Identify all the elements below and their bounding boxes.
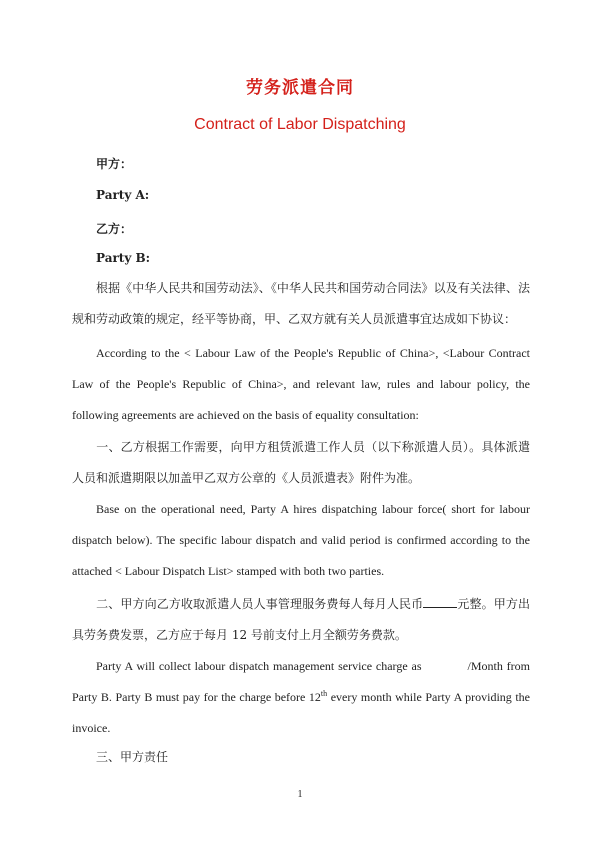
intro-paragraph-cn: [72, 273, 530, 335]
title-english: Contract of Labor Dispatching: [194, 116, 406, 133]
party-a-label-en: Party A:: [96, 188, 150, 202]
clause-2-text-cn-after: 元整。甲方出具劳务费发票，乙方应于每月 12 号前支付上月全额劳务费款。: [72, 597, 530, 642]
clause-2-text-en-part1: Party A will collect labour dispatch management service charge as: [96, 659, 422, 673]
clause-1-cn: [72, 432, 530, 494]
clause-2-text-en-part2: /Month from Party B. Party B must pay for the charge before 12: [72, 659, 530, 704]
amount-blank: [423, 595, 457, 608]
party-a-label-cn: 甲方：: [96, 157, 133, 171]
clause-2-text-cn-before: 二、甲方向乙方收取派遣人员人事管理服务费每人每月人民币: [96, 597, 424, 611]
clause-2-en: [72, 651, 530, 744]
title-chinese: 劳务派遣合同: [246, 78, 354, 98]
intro-text-cn: 根据《中华人民共和国劳动法》、《中华人民共和国劳动合同法》以及有关法律、法规和劳动政策的规定，经平等协商，甲、乙双方就有关人员派遣事宜达成如下协议：: [72, 281, 530, 326]
page-number: 1: [297, 789, 303, 800]
section-3-heading: 三、甲方责任: [96, 750, 169, 764]
intro-text-en: According to the < Labour Law of the People's Republic of China>, <Labour Contract Law of the People's Republic of China>, and relevant law, rules and labour policy, the following agreements are achieved on the basis of equality consultation:: [72, 346, 530, 422]
clause-1-en: [72, 494, 530, 587]
clause-1-text-cn: 一、乙方根据工作需要，向甲方租赁派遣工作人员（以下称派遣人员）。具体派遣人员和派遣期限以加盖甲乙双方公章的《人员派遣表》附件为准。: [72, 440, 530, 485]
party-b-label-en: Party B:: [96, 251, 151, 265]
party-b-label-cn: 乙方：: [96, 222, 133, 236]
clause-2-cn: [72, 589, 530, 651]
intro-paragraph-en: [72, 338, 530, 431]
clause-2-text-en-part3: every month while Party A providing the invoice.: [72, 690, 530, 735]
ordinal-suffix: th: [320, 689, 328, 698]
clause-1-text-en: Base on the operational need, Party A hires dispatching labour force( short for labour dispatch below). The specific labour dispatch and valid period is confirmed according to the attached < Labour Dispatch List> stamped with both two parties.: [72, 502, 530, 578]
